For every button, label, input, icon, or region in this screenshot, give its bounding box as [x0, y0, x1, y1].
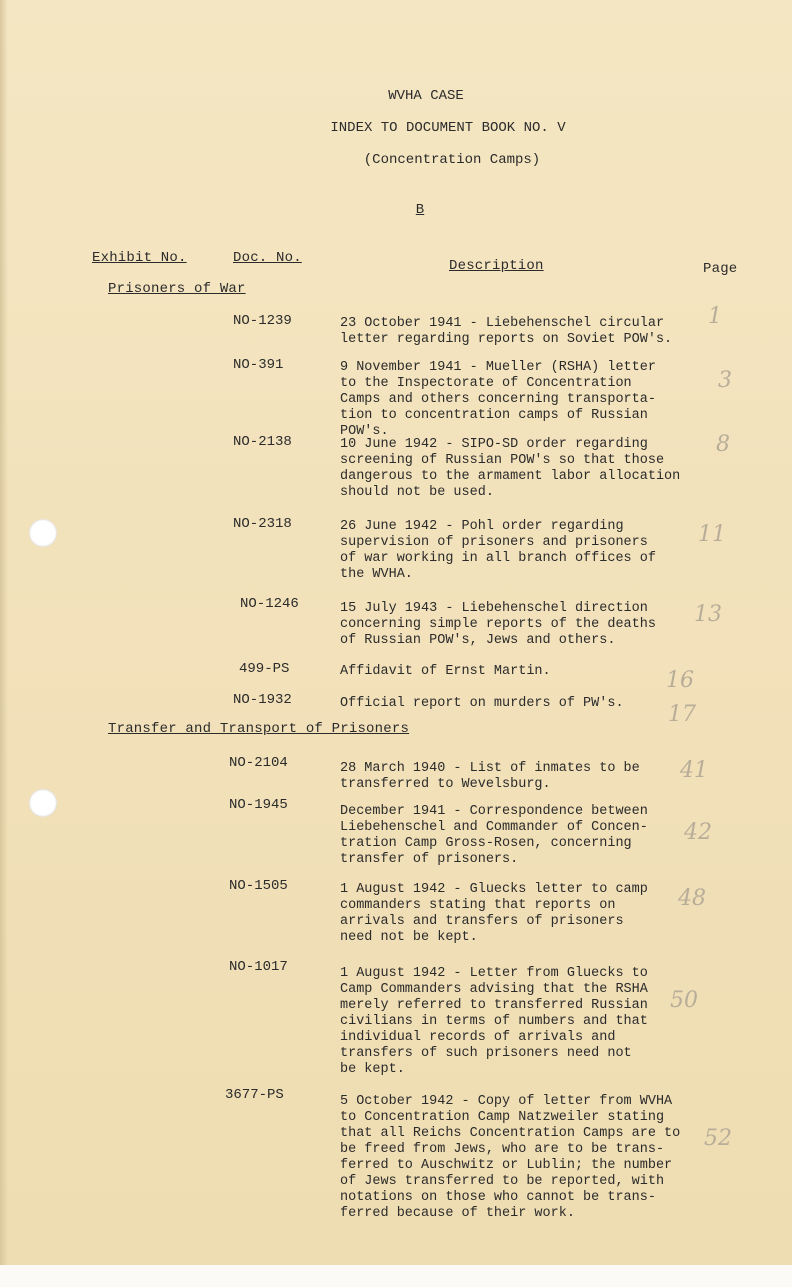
column-page: Page: [703, 261, 738, 277]
scan-margin: [0, 1265, 792, 1287]
doc-number: 499-PS: [239, 661, 290, 677]
doc-number: NO-1239: [233, 313, 292, 329]
entry-description: 1 August 1942 - Letter from Gluecks to Camp Commanders advising that the RSHA merely referred to transferred Russian civilians in terms of numbers and that individual records of arrivals and transfers of such prisoners need not be kept.: [340, 966, 648, 1077]
case-title: WVHA CASE: [388, 88, 464, 104]
page-number: 3: [718, 368, 732, 393]
entry-description: 15 July 1943 - Liebehenschel direction concerning simple reports of the deaths of Russian POW's, Jews and others.: [340, 601, 656, 648]
doc-number: NO-391: [233, 357, 284, 373]
section-title: Prisoners of War: [108, 281, 246, 297]
page-number: 41: [680, 758, 708, 783]
doc-number: 3677-PS: [225, 1087, 284, 1103]
page-number: 1: [708, 304, 722, 329]
paper-edge: [0, 0, 8, 1287]
page-number: 11: [698, 522, 726, 547]
column-exhibit: Exhibit No.: [92, 250, 187, 266]
entry-description: 23 October 1941 - Liebehenschel circular letter regarding reports on Soviet POW's.: [340, 316, 673, 347]
entry-description: 9 November 1941 - Mueller (RSHA) letter to the Inspectorate of Concentration Camps and others concerning transporta- tion to concentration camps of Russian POW's.: [340, 360, 656, 439]
page-number: 48: [678, 886, 706, 911]
page-number: 50: [670, 988, 698, 1013]
doc-number: NO-1505: [229, 878, 288, 894]
page-number: 8: [716, 432, 730, 457]
entry-description: Official report on murders of PW's.: [340, 696, 624, 711]
doc-number: NO-1017: [229, 959, 288, 975]
entry-description: 10 June 1942 - SIPO-SD order regarding screening of Russian POW's so that those dangerous to the armament labor allocation should not be used.: [340, 437, 681, 500]
doc-number: NO-2138: [233, 434, 292, 450]
doc-number: NO-2104: [229, 755, 288, 771]
doc-number: NO-1932: [233, 692, 292, 708]
doc-number: NO-1246: [240, 596, 299, 612]
doc-number: NO-1945: [229, 797, 288, 813]
doc-number: NO-2318: [233, 516, 292, 532]
column-doc: Doc. No.: [233, 250, 302, 266]
section-title: Transfer and Transport of Prisoners: [108, 721, 410, 737]
page-number: 42: [684, 820, 712, 845]
entry-description: 1 August 1942 - Gluecks letter to camp commanders stating that reports on arrivals and transfers of prisoners need not be kept.: [340, 882, 648, 945]
page-number: 13: [694, 602, 722, 627]
punch-hole-upper: [29, 519, 57, 547]
column-description: Description: [449, 258, 544, 274]
entry-description: Affidavit of Ernst Martin.: [340, 664, 551, 679]
punch-hole-lower: [29, 789, 57, 817]
entry-description: 28 March 1940 - List of inmates to be transferred to Wevelsburg.: [340, 761, 640, 792]
page-number: 16: [666, 668, 694, 693]
entry-description: 5 October 1942 - Copy of letter from WVHA to Concentration Camp Natzweiler stating that all Reichs Concentration Camps are to be freed from Jews, who are to be trans- ferred to Auschwitz or Lublin; the number of Jews transferred to be reported, with notations on those who cannot be trans- ferred because of their work.: [340, 1094, 681, 1221]
entry-description: December 1941 - Correspondence between Liebehenschel and Commander of Concen- tration Camp Gross-Rosen, concerning transfer of prisoners.: [340, 804, 648, 867]
subtitle: (Concentration Camps): [363, 152, 541, 168]
entry-description: 26 June 1942 - Pohl order regarding supervision of prisoners and prisoners of war working in all branch offices of the WVHA.: [340, 519, 656, 582]
section-letter: B: [415, 202, 425, 218]
page-number: 52: [704, 1126, 732, 1151]
page-number: 17: [668, 702, 696, 727]
index-title: INDEX TO DOCUMENT BOOK NO. V: [330, 120, 566, 136]
